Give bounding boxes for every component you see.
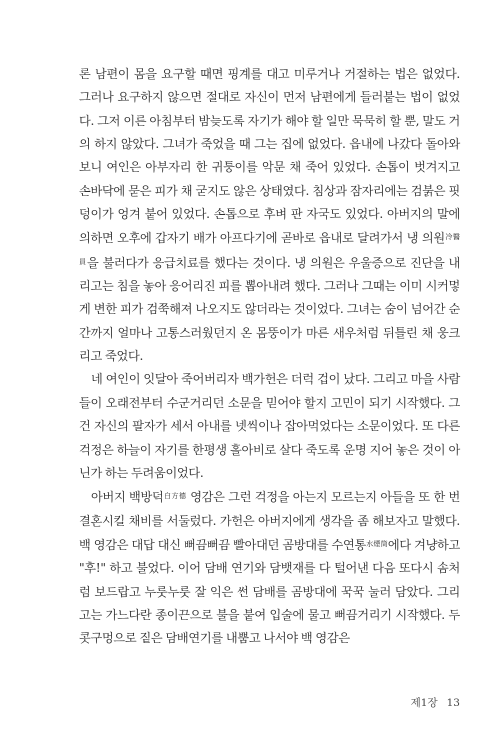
chapter-label: 제1장 <box>410 697 438 709</box>
paragraph-1 <box>79 63 460 368</box>
page-number: 13 <box>446 697 460 709</box>
text-run: 에다 겨냥하고 "후!" 하고 불었다. 이어 담배 연기와 담뱃재를 다 털어낸 다음 또다시 솜처럼 보드랍고 누룻누룻 잘 익은 썬 담배를 곰방대에 꾹꾹 눌러 담았다. 그리고는 가느다란 종이끈으로 불을 붙여 입술에 물고 뻐끔거리기 시작했다. 두 콧구멍으로 짙은 담배연기를 내뿜고 나서야 백 영감은 <box>79 537 460 646</box>
text-run: 네 여인이 잇달아 죽어버리자 백가헌은 더럭 겁이 났다. 그리고 마을 사람들이 오래전부터 수군거리던 소문을 믿어야 할지 고민이 되기 시작했다. 그건 자신의 팔자가 세서 아내를 넷씩이나 잡아먹었다는 소문이었다. 또 다른 걱정은 하늘이 자기를 한평생 홀아비로 살다 죽도록 운명 지어 놓은 것이 아닌가 하는 두려움이었다. <box>79 372 460 480</box>
text-run: 론 남편이 몸을 요구할 때면 핑계를 대고 미루거나 거절하는 법은 없었다. 그러나 요구하지 않으면 절대로 자신이 먼저 남편에게 들러붙는 법이 없었다. 그저 이른 아침부터 밤늦도록 자기가 해야 할 일만 묵묵히 할 뿐, 말도 거의 하지 않았다. 그녀가 죽었을 때 그는 집에 없었다. 읍내에 나갔다 돌아와 보니 여인은 아부자리 한 귀퉁이를 악문 채 죽어 있었다. 손톱이 벗겨지고 손바닥에 묻은 피가 채 굳지도 않은 상태였다. 침상과 잠자리에는 검붉은 핏덩이가 엉겨 붙어 있었다. 손톱으로 후벼 판 자국도 있었다. 아버지의 말에 의하면 오후에 갑자기 배가 아프다기에 곧바로 읍내로 달려가서 냉 의원 <box>79 67 460 246</box>
text-run: 을 불러다가 응급치료를 했다는 것이다. 냉 의원은 우울증으로 진단을 내리고는 침을 놓아 응어리진 피를 뽑아내려 했다. 그러나 그때는 이미 시커멓게 변한 피가 검쭉해져 나오지도 않더라는 것이었다. 그녀는 숨이 넘어간 순간까지 얼마나 고통스러웠던지 온 몸뚱이가 마른 새우처럼 뒤틀린 채 웅크리고 죽었다. <box>79 255 461 364</box>
paragraph-2 <box>79 368 460 485</box>
hanja-annotation: 冷醫員 <box>79 233 460 266</box>
page-body <box>79 63 460 651</box>
hanja-annotation: 白方德 <box>163 492 187 501</box>
hanja-annotation: 水煙筒 <box>365 539 388 548</box>
text-run: 영감은 그런 걱정을 아는지 모르는지 아들을 또 한 번 결혼시킬 채비를 서둘렀다. 가헌은 아버지에게 생각을 좀 해보자고 말했다. 백 영감은 대답 대신 뻐끔뻐끔 빨아대던 곰방대를 수연통 <box>79 490 460 552</box>
paragraph-3 <box>79 485 460 650</box>
text-run: 아버지 백방덕 <box>91 490 164 505</box>
page-footer <box>402 695 460 710</box>
